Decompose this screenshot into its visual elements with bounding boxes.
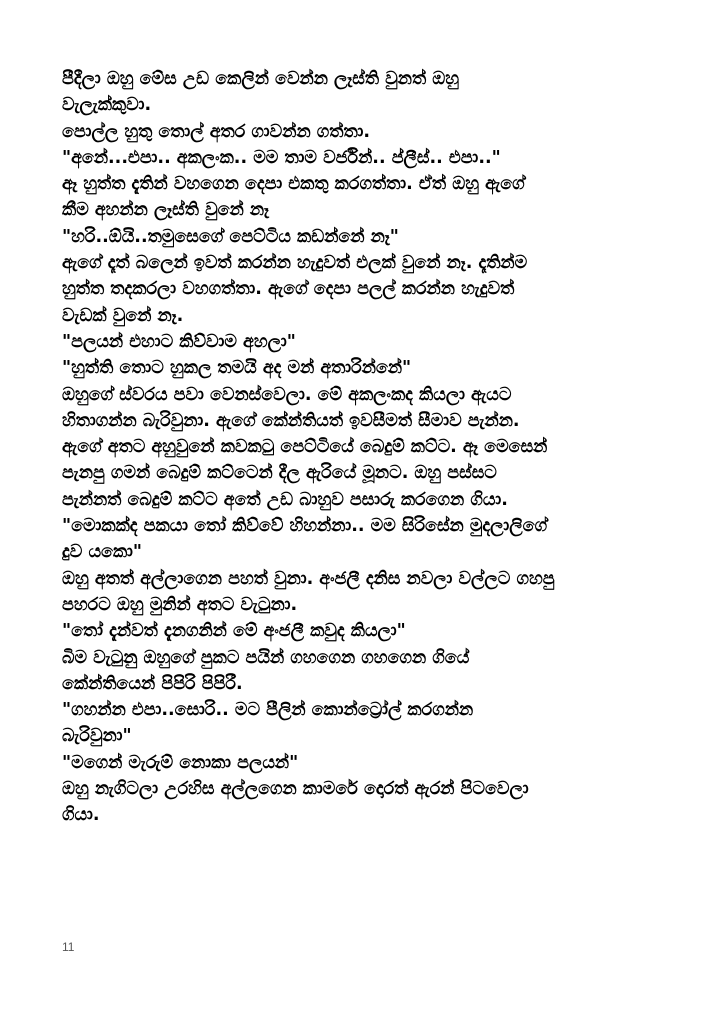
text-line: පහරට ඔහු මුනින් අතට වැටුනා. xyxy=(62,594,298,615)
text-line: ඔහු නැගිටලා උරහිස අල්ලගෙන කාමරේ දොරත් ඇරන් පිටවෙලා xyxy=(62,779,529,800)
text-line: "පලයන් එහාට කිව්වාම අහලා" xyxy=(62,331,296,352)
text-line: ඇගේ අතට අහුවුනේ කවකටු පෙට්ටියේ බෙදුම් කට්ට. ඈ මෙසෙන් xyxy=(62,437,548,458)
text-line: "තෝ දැන්වත් දැනගනින් මේ අංජලී කවුද කියලා" xyxy=(62,621,406,642)
text-line: හුත්ත තදකරලා වහගත්තා. ඇගේ දෙපා පලල් කරන්න හැදුවත් xyxy=(62,279,515,300)
text-line: "ගහන්න එපා..සොරි.. මට පීලින් කොන්ට්‍රෝල් කරගන්න xyxy=(62,700,474,721)
text-line: ඈ හුත්ත දැතින් වහගෙන දෙපා එකතු කරගත්තා. ඒත් ඔහු ඇගේ xyxy=(62,174,525,195)
text-line: ගියා. xyxy=(62,805,100,826)
text-line: දුව යකො" xyxy=(62,542,143,563)
text-line: පොල්ල හුතු තොල් අතර ගාවන්න ගත්තා. xyxy=(62,121,371,142)
text-line: කීම අහන්න ලෑස්ති වුනේ නෑ xyxy=(62,200,269,221)
story-text xyxy=(62,66,702,829)
text-line: වැලැක්කුවා. xyxy=(62,95,152,116)
text-line: පැනපු ගමන් බෙදුම් කට්ටෙන් දීල ඇරියේ මූනට. ඔහු පස්සට xyxy=(62,463,497,484)
text-line: ඔහු අතත් අල්ලාගෙන පහත් වුනා. අංජලී දනිස නවලා වල්ලට ගහපු xyxy=(62,568,555,589)
text-line: "මොකක්ද පකයා තෝ කිව්වේ හිහන්නා.. මම සිරිසේන මුදලාලිගේ xyxy=(62,516,548,537)
page-number: 11 xyxy=(62,940,75,954)
text-line: "අනේ...එපා.. අකලංක.. මම තාම වර්ජින්.. ප්ලීස්.. එපා.." xyxy=(62,147,501,168)
text-line: වැඩක් වුනේ නෑ. xyxy=(62,305,184,326)
text-line: බැරිවුනා" xyxy=(62,726,132,747)
text-line: ඔහුගේ ස්වරය පවා වෙනස්වෙලා. මේ අකලංකද කියලා ඇයට xyxy=(62,384,512,405)
text-line: කේන්තියෙන් පිපිරි පිපිරී. xyxy=(62,673,243,694)
text-line: "හුත්ති තොට හුකල තමයි අද මන් අතාරින්නේ" xyxy=(62,358,412,379)
text-line: හිතාගන්න බැරිවුනා. ඇගේ කේන්තියත් ඉවසීමත් සීමාව පැන්න. xyxy=(62,410,520,431)
text-line: බිම වැටුනු ඔහුගේ පුකට පයින් ගහගෙන ගහගෙන ගියේ xyxy=(62,647,470,668)
text-line: ඇගේ දෑත් බලෙන් ඉවත් කරන්න හැදුවත් එලක් වුනේ නෑ. දෑතින්ම xyxy=(62,253,528,274)
text-line: "මගෙන් මැරුම් නොකා පලයන්" xyxy=(62,752,299,773)
text-line: "හරි..ඕයි..තමුසෙගේ පෙට්ටිය කඩන්නේ නෑ" xyxy=(62,226,399,247)
text-line: පැන්නත් බෙදුම් කට්ට අතේ උඩ බාහුව පසාරු කරගෙන ගියා. xyxy=(62,489,508,510)
text-line: පීදීලා ඔහු මේස උඩ කෙලින් වෙන්න ලෑස්ති වුනත් ඔහු xyxy=(62,69,459,89)
